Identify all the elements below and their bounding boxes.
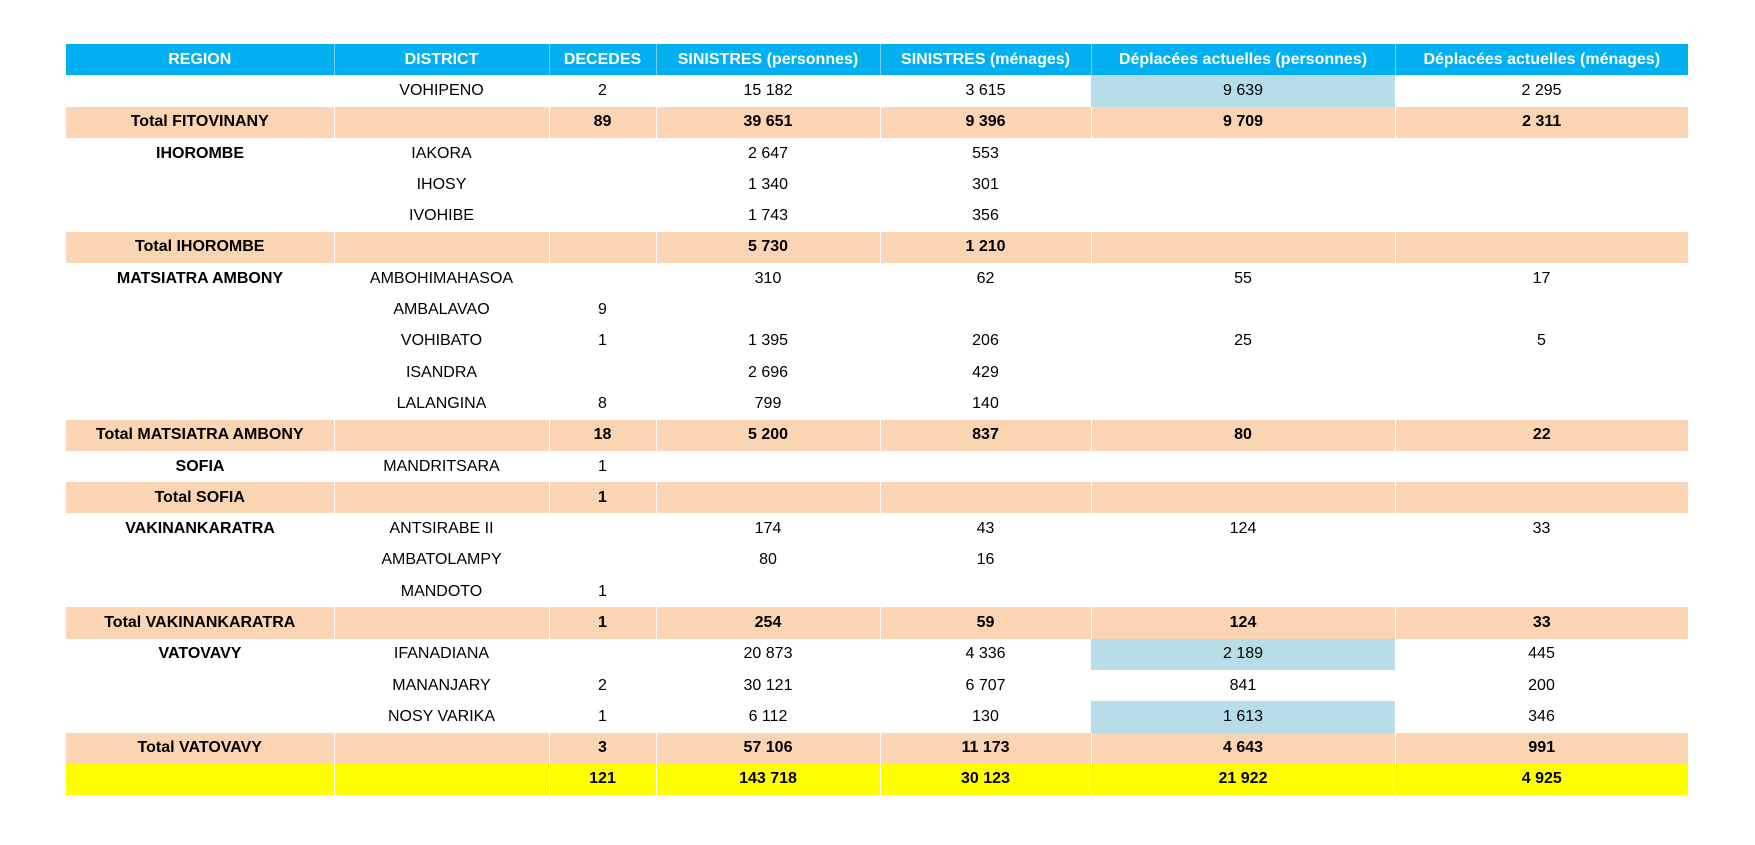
cell-decedes: [549, 263, 656, 294]
table-row: [66, 451, 1688, 482]
cell-deplacees-menages: 445: [1528, 645, 1555, 663]
cell-region: Total SOFIA: [66, 482, 334, 513]
cell-decedes: [549, 138, 656, 169]
cell-decedes: 1: [598, 707, 607, 725]
cell-deplacees-personnes: [1091, 388, 1395, 419]
cell-deplacees-menages: [1395, 169, 1688, 200]
cell-decedes: 1: [549, 482, 656, 513]
cell-region: Total FITOVINANY: [66, 107, 334, 138]
cell-deplacees-menages: [1395, 138, 1688, 169]
cell-sinistres-menages: 140: [972, 394, 999, 412]
cell-sinistres-personnes: 174: [754, 520, 782, 538]
cell-region: Total MATSIATRA AMBONY: [66, 420, 334, 451]
cell-deplacees-menages: 33: [1395, 607, 1688, 638]
cell-sinistres-menages: 4 336: [965, 645, 1006, 663]
cell-deplacees-personnes: 1 613: [1091, 701, 1395, 732]
table-row: [66, 326, 1688, 357]
cell-deplacees-personnes: 21 922: [1091, 764, 1395, 795]
table-row: [66, 169, 1688, 200]
column-header-sinistres-menages: SINISTRES (ménages): [880, 44, 1091, 75]
cell-deplacees-menages: 200: [1528, 676, 1555, 694]
column-header-sinistres-personnes: SINISTRES (personnes): [656, 44, 880, 75]
table-row: [66, 545, 1688, 576]
total-row: [66, 733, 1688, 764]
cell-deplacees-personnes: 841: [1229, 676, 1257, 694]
cell-sinistres-personnes: 310: [754, 269, 782, 287]
cell-deplacees-menages: 2 295: [1521, 81, 1562, 99]
cell-sinistres-menages: 1 210: [880, 232, 1091, 263]
cell-sinistres-menages: [880, 576, 1091, 607]
cell-deplacees-menages: 33: [1532, 520, 1551, 538]
cell-region: Total VATOVAVY: [66, 733, 334, 764]
column-header-deplacees-personnes: Déplacées actuelles (personnes): [1091, 44, 1395, 75]
cell-deplacees-menages: [1395, 576, 1688, 607]
cell-sinistres-menages: 553: [972, 144, 999, 162]
casualty-table: [66, 44, 1688, 795]
cell-sinistres-personnes: 15 182: [743, 81, 793, 99]
cell-region: [66, 764, 334, 795]
cell-sinistres-menages: 16: [976, 551, 995, 569]
cell-sinistres-personnes: 80: [759, 551, 777, 569]
cell-deplacees-personnes: [1091, 138, 1395, 169]
cell-sinistres-menages: 9 396: [880, 107, 1091, 138]
cell-decedes: 89: [549, 107, 656, 138]
cell-decedes: 1: [598, 582, 607, 600]
cell-decedes: 1: [598, 457, 607, 475]
cell-deplacees-menages: 346: [1528, 707, 1555, 725]
cell-sinistres-menages: [880, 451, 1091, 482]
grand-total-row: [66, 764, 1688, 795]
cell-deplacees-personnes: 124: [1091, 607, 1395, 638]
cell-sinistres-menages: 62: [976, 269, 995, 287]
cell-sinistres-personnes: [656, 294, 880, 325]
cell-sinistres-personnes: 2 647: [747, 144, 789, 162]
cell-district: VOHIPENO: [399, 81, 484, 99]
cell-decedes: 9: [598, 301, 607, 319]
cell-district: MANDOTO: [400, 582, 483, 600]
total-row: [66, 232, 1688, 263]
cell-decedes: [549, 513, 656, 544]
table-row: [66, 357, 1688, 388]
cell-sinistres-personnes: 6 112: [748, 707, 788, 725]
cell-deplacees-personnes: [1091, 451, 1395, 482]
cell-decedes: 2: [598, 676, 607, 694]
cell-decedes: [549, 169, 656, 200]
cell-region: MATSIATRA AMBONY: [116, 269, 284, 287]
table-row: [66, 294, 1688, 325]
table-row: [66, 513, 1688, 544]
cell-sinistres-menages: 206: [972, 332, 999, 350]
cell-deplacees-personnes: 25: [1234, 332, 1252, 350]
cell-district: [334, 607, 549, 638]
cell-district: LALANGINA: [396, 394, 487, 412]
cell-region: [66, 75, 334, 106]
header-row: [66, 44, 1688, 75]
cell-region: [66, 326, 334, 357]
cell-deplacees-menages: 4 925: [1395, 764, 1688, 795]
cell-deplacees-menages: 17: [1532, 269, 1551, 287]
cell-deplacees-menages: [1395, 388, 1688, 419]
cell-deplacees-personnes: [1091, 576, 1395, 607]
cell-deplacees-menages: [1395, 294, 1688, 325]
total-row: [66, 107, 1688, 138]
cell-decedes: 1: [549, 607, 656, 638]
cell-decedes: 1: [598, 332, 607, 350]
cell-region: [66, 357, 334, 388]
table-row: [66, 263, 1688, 294]
cell-district: IFANADIANA: [393, 645, 490, 663]
cell-sinistres-personnes: [656, 482, 880, 513]
cell-district: IAKORA: [411, 144, 472, 162]
cell-deplacees-menages: [1395, 200, 1688, 231]
table-body: [66, 75, 1688, 795]
cell-region: [66, 200, 334, 231]
cell-deplacees-personnes: [1091, 294, 1395, 325]
cell-deplacees-personnes: 9 709: [1091, 107, 1395, 138]
cell-sinistres-personnes: 20 873: [743, 645, 793, 663]
cell-region: IHOROMBE: [156, 144, 244, 162]
column-header-region: REGION: [66, 44, 334, 75]
cell-sinistres-menages: 356: [972, 207, 999, 225]
cell-sinistres-menages: 59: [880, 607, 1091, 638]
cell-region: [66, 388, 334, 419]
cell-district: AMBALAVAO: [393, 301, 490, 319]
cell-deplacees-personnes: 80: [1091, 420, 1395, 451]
cell-sinistres-personnes: 254: [656, 607, 880, 638]
cell-sinistres-menages: 43: [976, 520, 995, 538]
cell-deplacees-menages: 2 311: [1395, 107, 1688, 138]
table-row: [66, 639, 1688, 670]
cell-deplacees-menages: [1395, 451, 1688, 482]
cell-sinistres-personnes: [656, 451, 880, 482]
cell-decedes: [549, 639, 656, 670]
cell-deplacees-personnes: 4 643: [1091, 733, 1395, 764]
cell-deplacees-personnes: 55: [1234, 269, 1252, 287]
cell-sinistres-personnes: 799: [754, 394, 782, 412]
cell-district: IVOHIBE: [409, 207, 474, 225]
cell-region: Total VAKINANKARATRA: [66, 607, 334, 638]
cell-sinistres-personnes: 1 743: [747, 207, 789, 225]
cell-district: [334, 733, 549, 764]
cell-region: [66, 294, 334, 325]
table-row: [66, 701, 1688, 732]
cell-district: NOSY VARIKA: [388, 707, 495, 725]
cell-deplacees-personnes: [1091, 357, 1395, 388]
column-header-district: DISTRICT: [334, 44, 549, 75]
cell-region: SOFIA: [175, 457, 225, 475]
cell-deplacees-personnes: [1091, 232, 1395, 263]
cell-district: [334, 232, 549, 263]
column-header-decedes: DECEDES: [549, 44, 656, 75]
cell-region: [66, 701, 334, 732]
cell-district: [334, 107, 549, 138]
cell-decedes: [549, 200, 656, 231]
cell-sinistres-menages: 301: [972, 175, 999, 193]
cell-region: [66, 169, 334, 200]
cell-sinistres-personnes: [656, 576, 880, 607]
cell-deplacees-personnes: [1091, 169, 1395, 200]
cell-decedes: 8: [598, 394, 607, 412]
cell-sinistres-menages: [880, 294, 1091, 325]
cell-district: [334, 764, 549, 795]
cell-decedes: 121: [549, 764, 656, 795]
cell-deplacees-personnes: 2 189: [1091, 639, 1395, 670]
cell-sinistres-personnes: 1 340: [747, 175, 789, 193]
cell-deplacees-personnes: 9 639: [1091, 75, 1395, 106]
cell-deplacees-menages: 991: [1395, 733, 1688, 764]
cell-region: [66, 576, 334, 607]
cell-decedes: [549, 357, 656, 388]
cell-region: [66, 670, 334, 701]
cell-region: [66, 545, 334, 576]
cell-district: AMBOHIMAHASOA: [369, 269, 514, 287]
cell-sinistres-personnes: 39 651: [656, 107, 880, 138]
cell-deplacees-personnes: [1091, 545, 1395, 576]
cell-sinistres-menages: 130: [972, 707, 999, 725]
table-row: [66, 388, 1688, 419]
cell-sinistres-menages: 837: [880, 420, 1091, 451]
cell-deplacees-menages: [1395, 232, 1688, 263]
cell-sinistres-menages: 3 615: [965, 81, 1006, 99]
cell-sinistres-menages: [880, 482, 1091, 513]
total-row: [66, 482, 1688, 513]
cell-deplacees-menages: [1395, 482, 1688, 513]
cell-sinistres-personnes: 143 718: [656, 764, 880, 795]
cell-sinistres-menages: 30 123: [880, 764, 1091, 795]
cell-district: ISANDRA: [405, 363, 478, 381]
table-row: [66, 75, 1688, 106]
cell-decedes: 18: [549, 420, 656, 451]
table-row: [66, 670, 1688, 701]
cell-district: VOHIBATO: [400, 332, 483, 350]
cell-sinistres-personnes: 2 696: [747, 363, 789, 381]
cell-district: ANTSIRABE II: [389, 520, 494, 538]
cell-district: [334, 482, 549, 513]
cell-deplacees-menages: 5: [1537, 332, 1546, 350]
cell-district: AMBATOLAMPY: [381, 551, 502, 569]
table-row: [66, 576, 1688, 607]
cell-deplacees-personnes: [1091, 482, 1395, 513]
cell-district: MANDRITSARA: [383, 457, 500, 475]
cell-region: Total IHOROMBE: [66, 232, 334, 263]
cell-deplacees-menages: 22: [1395, 420, 1688, 451]
cell-region: VATOVAVY: [158, 645, 242, 663]
total-row: [66, 420, 1688, 451]
cell-deplacees-menages: [1395, 545, 1688, 576]
cell-decedes: 2: [598, 81, 607, 99]
cell-sinistres-personnes: 57 106: [656, 733, 880, 764]
cell-sinistres-menages: 429: [972, 363, 999, 381]
total-row: [66, 607, 1688, 638]
cell-sinistres-personnes: 30 121: [743, 676, 793, 694]
cell-decedes: [549, 232, 656, 263]
cell-sinistres-menages: 11 173: [880, 733, 1091, 764]
table-row: [66, 200, 1688, 231]
cell-district: IHOSY: [416, 175, 467, 193]
cell-sinistres-personnes: 5 200: [656, 420, 880, 451]
cell-deplacees-personnes: 124: [1229, 520, 1257, 538]
cell-decedes: 3: [549, 733, 656, 764]
cell-deplacees-menages: [1395, 357, 1688, 388]
cell-sinistres-personnes: 1 395: [747, 332, 789, 350]
column-header-deplacees-menages: Déplacées actuelles (ménages): [1395, 44, 1688, 75]
cell-decedes: [549, 545, 656, 576]
cell-sinistres-personnes: 5 730: [656, 232, 880, 263]
table-row: [66, 138, 1688, 169]
cell-district: [334, 420, 549, 451]
cell-deplacees-personnes: [1091, 200, 1395, 231]
cell-region: VAKINANKARATRA: [125, 520, 275, 538]
cell-sinistres-menages: 6 707: [965, 676, 1006, 694]
cell-district: MANANJARY: [392, 676, 491, 694]
